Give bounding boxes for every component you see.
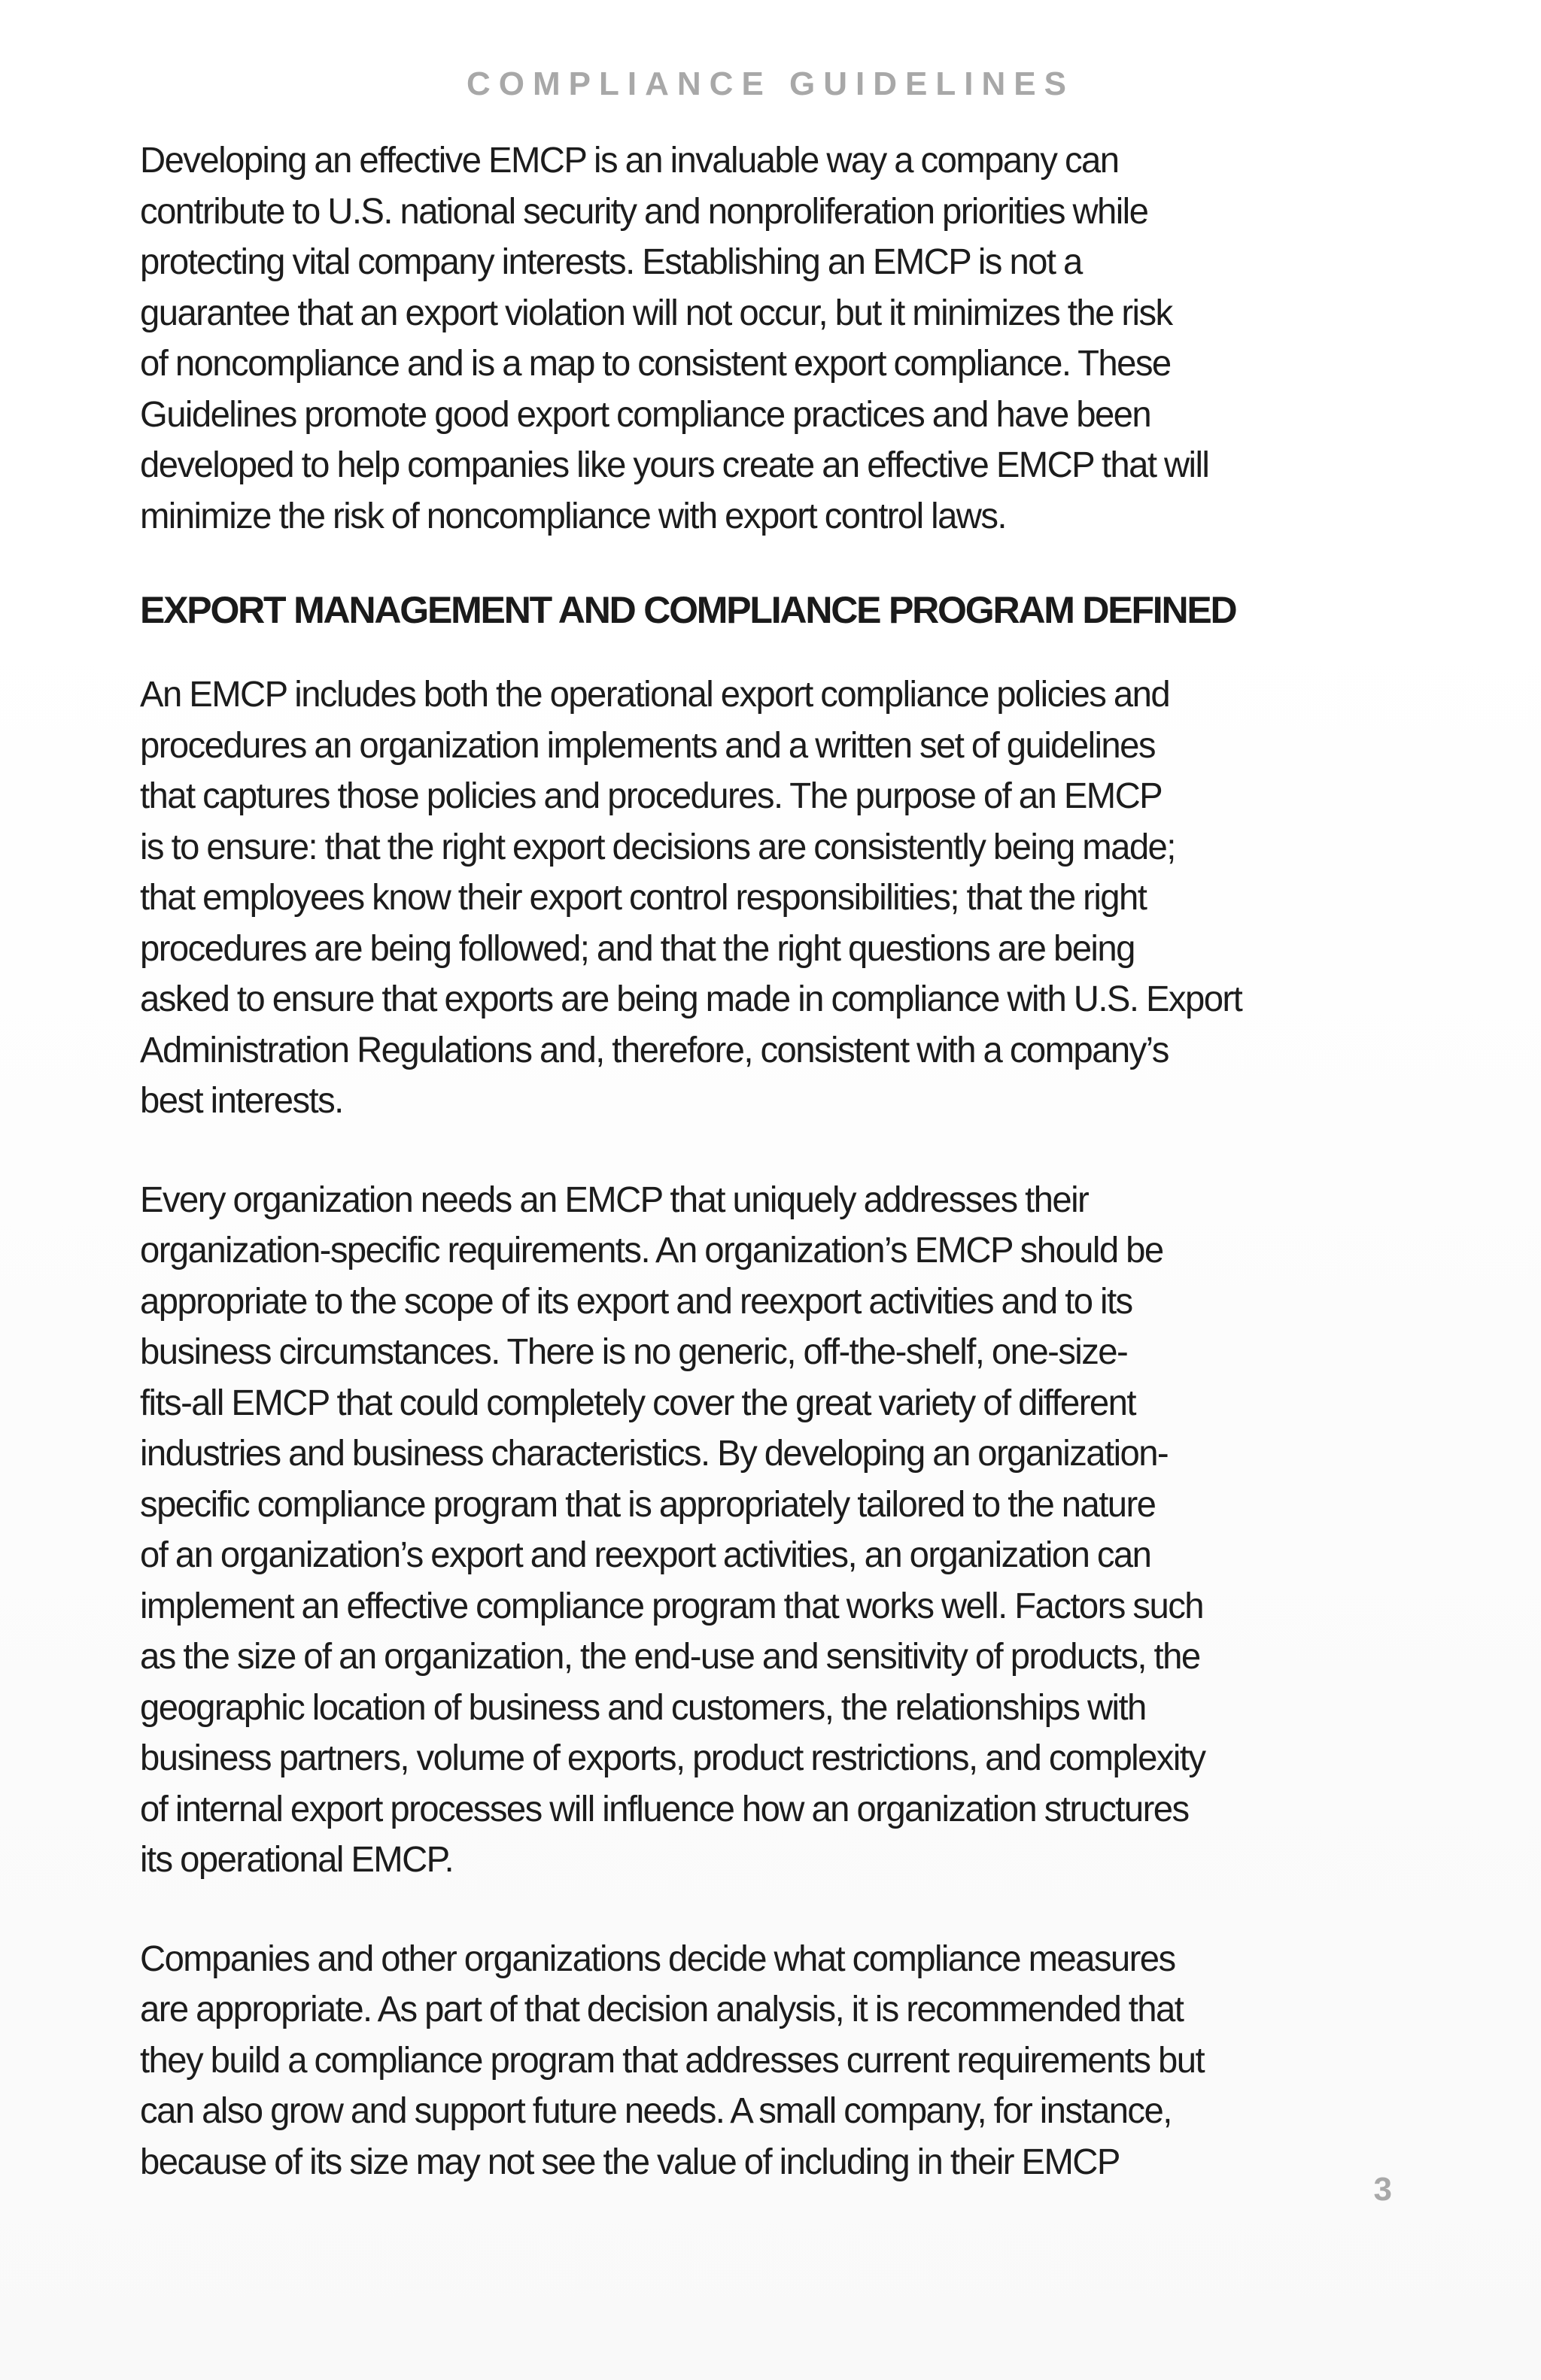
text-line: procedures an organization implements and a written set of guidelines: [140, 725, 1155, 766]
text-line: Every organization needs an EMCP that uniquely addresses their: [140, 1179, 1089, 1220]
text-line: Guidelines promote good export compliance practices and have been: [140, 394, 1151, 435]
text-line: Companies and other organizations decide what compliance measures: [140, 1938, 1175, 1979]
text-line: can also grow and support future needs. A small company, for instance,: [140, 2091, 1172, 2131]
text-line: business circumstances. There is no generic, off-the-shelf, one-size-: [140, 1332, 1128, 1372]
paragraph-spacer: [140, 1886, 1412, 1934]
text-line: An EMCP includes both the operational export compliance policies and: [140, 675, 1170, 715]
text-line: protecting vital company interests. Establishing an EMCP is not a: [140, 242, 1082, 282]
section-heading: EXPORT MANAGEMENT AND COMPLIANCE PROGRAM DEFINED: [140, 589, 1236, 631]
text-line: guarantee that an export violation will not occur, but it minimizes the risk: [140, 293, 1172, 333]
organization-specific-paragraph: [140, 1175, 1393, 1886]
text-line: geographic location of business and customers, the relationships with: [140, 1687, 1146, 1728]
text-line: Administration Regulations and, therefore, consistent with a company’s: [140, 1030, 1169, 1070]
text-line: fits-all EMCP that could completely cover the great variety of different: [140, 1383, 1135, 1423]
text-line: because of its size may not see the value of including in their EMCP: [140, 2142, 1120, 2182]
text-line: business partners, volume of exports, product restrictions, and complexity: [140, 1738, 1205, 1778]
text-line: organization-specific requirements. An organization’s EMCP should be: [140, 1231, 1163, 1270]
text-line: specific compliance program that is appropriately tailored to the nature: [140, 1484, 1156, 1525]
text-line: Developing an effective EMCP is an invaluable way a company can: [140, 141, 1119, 181]
text-line: as the size of an organization, the end-use and sensitivity of products, the: [140, 1637, 1200, 1677]
text-line: industries and business characteristics. By developing an organization-: [140, 1434, 1169, 1474]
text-line: that employees know their export control responsibilities; that the right: [140, 878, 1147, 918]
intro-paragraph: [140, 135, 1393, 542]
text-line: of internal export processes will influence how an organization structures: [140, 1789, 1189, 1829]
text-line: are appropriate. As part of that decision analysis, it is recommended that: [140, 1990, 1184, 2029]
text-line: best interests.: [140, 1081, 343, 1121]
text-line: of noncompliance and is a map to consistent export compliance. These: [140, 344, 1171, 384]
paragraph-spacer: [140, 1127, 1412, 1175]
emcp-definition-paragraph: [140, 669, 1393, 1127]
page-number: 3: [1373, 2171, 1392, 2208]
page-body: [140, 135, 1412, 2187]
text-line: procedures are being followed; and that the right questions are being: [140, 928, 1135, 969]
text-line: implement an effective compliance program that works well. Factors such: [140, 1586, 1203, 1626]
text-line: its operational EMCP.: [140, 1840, 454, 1880]
text-line: asked to ensure that exports are being made in compliance with U.S. Export: [140, 979, 1242, 1019]
text-line: contribute to U.S. national security and nonproliferation priorities while: [140, 191, 1148, 232]
text-line: they build a compliance program that addresses current requirements but: [140, 2040, 1205, 2081]
running-header: COMPLIANCE GUIDELINES: [467, 65, 1074, 102]
text-line: developed to help companies like yours create an effective EMCP that will: [140, 445, 1209, 485]
text-line: minimize the risk of noncompliance with export control laws.: [140, 496, 1007, 536]
text-line: is to ensure: that the right export decisions are consistently being made;: [140, 827, 1175, 867]
text-line: appropriate to the scope of its export and reexport activities and to its: [140, 1281, 1132, 1322]
text-line: of an organization’s export and reexport activities, an organization can: [140, 1535, 1151, 1575]
text-line: that captures those policies and procedures. The purpose of an EMCP: [140, 776, 1163, 816]
compliance-measures-paragraph: [140, 1934, 1393, 2188]
